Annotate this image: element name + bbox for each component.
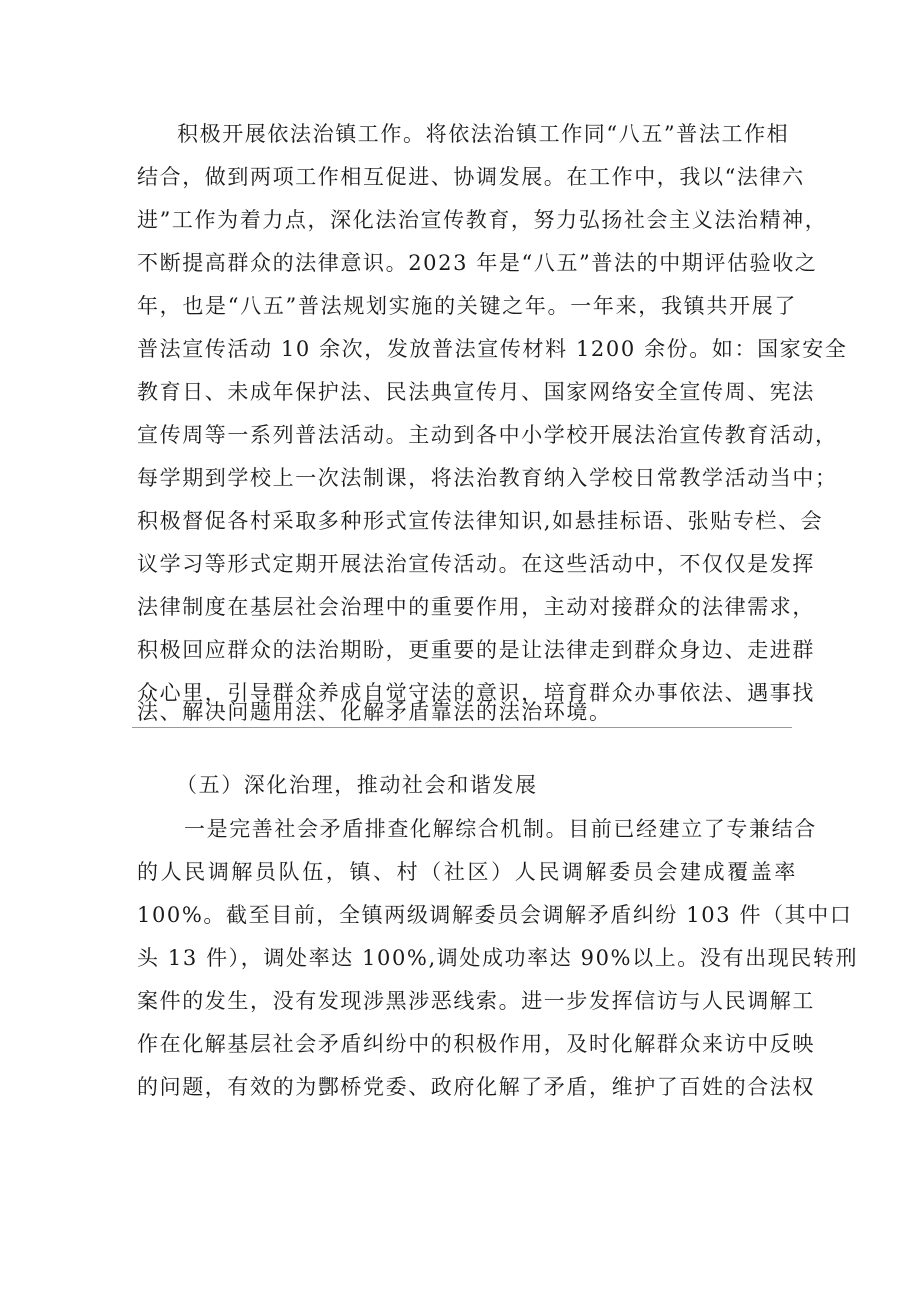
paragraph-1-line-8: 宣传周等一系列普法活动。主动到各中小学校开展法治宣传教育活动， xyxy=(137,423,838,447)
paragraph-2-line-3: 100%。截至目前，全镇两级调解委员会调解矛盾纠纷 103 件（其中口 xyxy=(137,903,853,927)
paragraph-2-line-6: 作在化解基层社会矛盾纠纷中的积极作用，及时化解群众来访中反映 xyxy=(137,1032,815,1056)
paragraph-2-line-1: 一是完善社会矛盾排查化解综合机制。目前已经建立了专兼结合 xyxy=(184,817,817,841)
horizontal-divider xyxy=(132,727,792,728)
paragraph-1-line-13: 积极回应群众的法治期盼，更重要的是让法律走到群众身边、走进群 xyxy=(137,638,815,662)
paragraph-1-line-1: 积极开展依法治镇工作。将依法治镇工作同“八五”普法工作相 xyxy=(177,122,790,146)
paragraph-2-line-5: 案件的发生，没有发现涉黑涉恶线索。进一步发挥信访与人民调解工 xyxy=(137,989,815,1013)
paragraph-1-line-6: 普法宣传活动 10 余次，发放普法宣传材料 1200 余份。如：国家安全 xyxy=(137,337,848,361)
paragraph-1-line-10: 积极督促各村采取多种形式宣传法律知识,如悬挂标语、张贴专栏、会 xyxy=(137,509,824,533)
paragraph-1-line-11: 议学习等形式定期开展法治宣传活动。在这些活动中，不仅仅是发挥 xyxy=(137,552,815,576)
section-heading: （五）深化治理，推动社会和谐发展 xyxy=(176,773,538,797)
paragraph-2-line-7: 的问题，有效的为酆桥党委、政府化解了矛盾，维护了百姓的合法权 xyxy=(137,1075,815,1099)
paragraph-1-line-7: 教育日、未成年保护法、民法典宣传月、国家网络安全宣传周、宪法 xyxy=(137,380,815,404)
paragraph-1-line-14: 众心里，引导群众养成自觉守法的意识，培育群众办事依法、遇事找 xyxy=(137,681,815,705)
paragraph-1-line-9: 每学期到学校上一次法制课，将法治教育纳入学校日常教学活动当中； xyxy=(137,466,838,490)
paragraph-1-line-5: 年，也是“八五”普法规划实施的关键之年。一年来，我镇共开展了 xyxy=(137,294,797,318)
paragraph-1-line-15: 法、解决问题用法、化解矛盾靠法的法治环境。 xyxy=(137,700,612,724)
paragraph-1-line-12: 法律制度在基层社会治理中的重要作用，主动对接群众的法律需求， xyxy=(137,595,815,619)
paragraph-1-line-2: 结合，做到两项工作相互促进、协调发展。在工作中，我以“法律六 xyxy=(137,165,805,189)
paragraph-2-line-4: 头 13 件），调处率达 100%,调处成功率达 90%以上。没有出现民转刑 xyxy=(137,946,859,970)
paragraph-1-line-3: 进”工作为着力点，深化法治宣传教育，努力弘扬社会主义法治精神， xyxy=(137,208,828,232)
paragraph-1-line-4: 不断提高群众的法律意识。2023 年是“八五”普法的中期评估验收之 xyxy=(137,251,818,275)
paragraph-2-line-2: 的人民调解员队伍，镇、村（社区）人民调解委员会建成覆盖率 xyxy=(137,860,797,884)
